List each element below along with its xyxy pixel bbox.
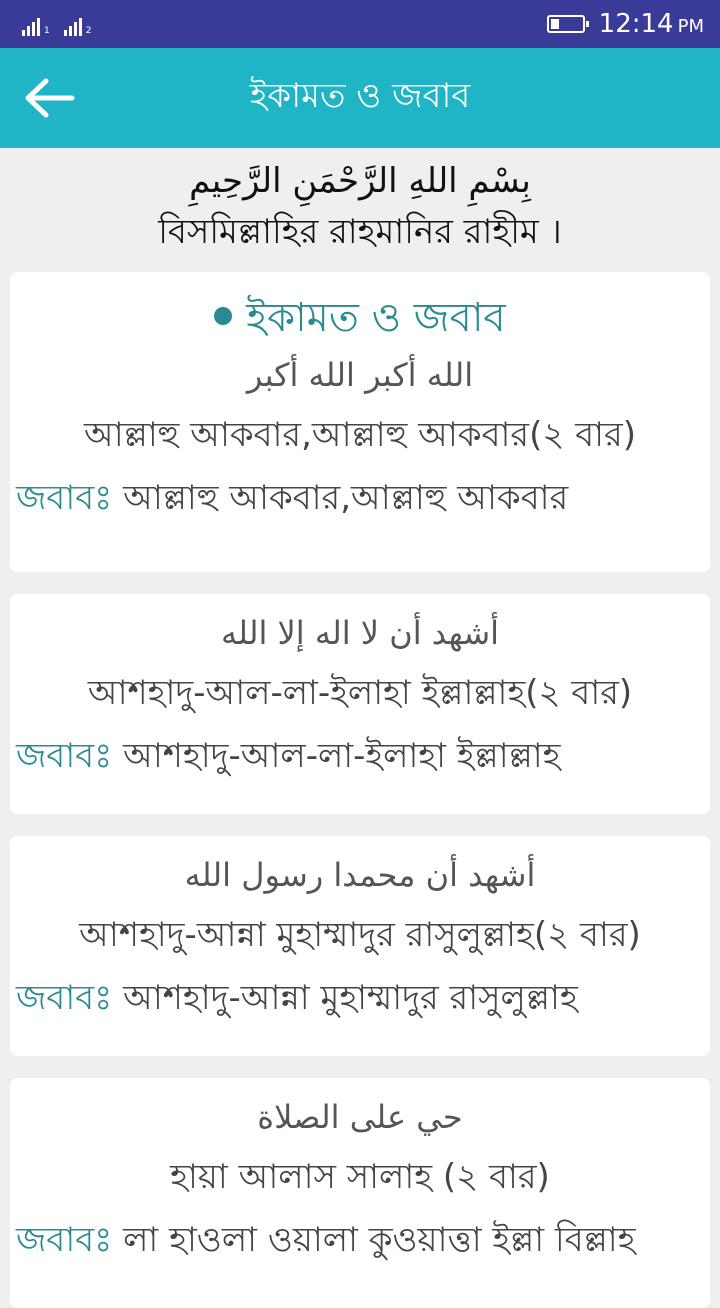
battery-level [551,19,559,29]
bangla-text: হায়া আলাস সালাহ (২ বার) [170,1157,550,1197]
sim2-label: 2 [85,26,92,36]
response-line [10,968,710,1028]
battery-icon [547,15,585,33]
signal-sim1-icon [22,18,50,36]
arabic-text: حي على الصلاة [257,1098,463,1136]
response-line [10,1210,710,1270]
clock-time: 12:14 [598,9,674,39]
signal-indicators [22,12,91,36]
section-heading [10,288,710,348]
response-label: জবাবঃ [16,978,113,1018]
arrow-left-icon [24,78,76,118]
iqamah-card [10,272,710,572]
back-button[interactable] [0,48,100,148]
iqamah-card [10,594,710,814]
bangla-text: আল্লাহু আকবার,আল্লাহু আকবার(২ বার) [83,415,637,455]
bismillah-bangla: বিসমিল্লাহির রাহমানির রাহীম । [158,212,562,252]
arabic-text: الله أكبر الله أكبر [246,356,474,394]
response-text: আশহাদু-আন্না মুহাম্মাদুর রাসুলুল্লাহ [123,978,578,1018]
bismillah-header [0,148,720,270]
response-label: জবাবঃ [16,478,113,518]
response-line [10,468,710,528]
bangla-text: আশহাদু-আন্না মুহাম্মাদুর রাসুলুল্লাহ(২ বার) [79,915,641,955]
sim1-label: 1 [44,26,50,36]
iqamah-card [10,836,710,1056]
response-text: আশহাদু-আল-লা-ইলাহা ইল্লাল্লাহ [123,736,561,776]
response-label: জবাবঃ [16,736,113,776]
app-bar [0,48,720,148]
bismillah-arabic: بِسْمِ اللهِ الرَّحْمَنِ الرَّحِيمِ [189,161,531,201]
response-text: লা হাওলা ওয়ালা কুওয়াত্তা ইল্লা বিল্লাহ [123,1220,636,1260]
status-bar [0,0,720,48]
page-title: ইকামত ও জবাব [249,75,471,116]
section-heading-text: ইকামত ও জবাব [246,295,506,341]
bullet-icon [214,307,232,325]
arabic-text: أشهد أن لا اله إلا الله [220,614,500,652]
signal-sim2-icon [64,18,92,36]
response-line [10,726,710,786]
arabic-text: أشهد أن محمدا رسول الله [184,856,536,894]
iqamah-card [10,1078,710,1308]
response-label: জবাবঃ [16,1220,113,1260]
clock [599,9,704,39]
response-text: আল্লাহু আকবার,আল্লাহু আকবার [123,478,569,518]
bangla-text: আশহাদু-আল-লা-ইলাহা ইল্লাল্লাহ(২ বার) [87,673,633,713]
clock-ampm: PM [677,16,704,37]
